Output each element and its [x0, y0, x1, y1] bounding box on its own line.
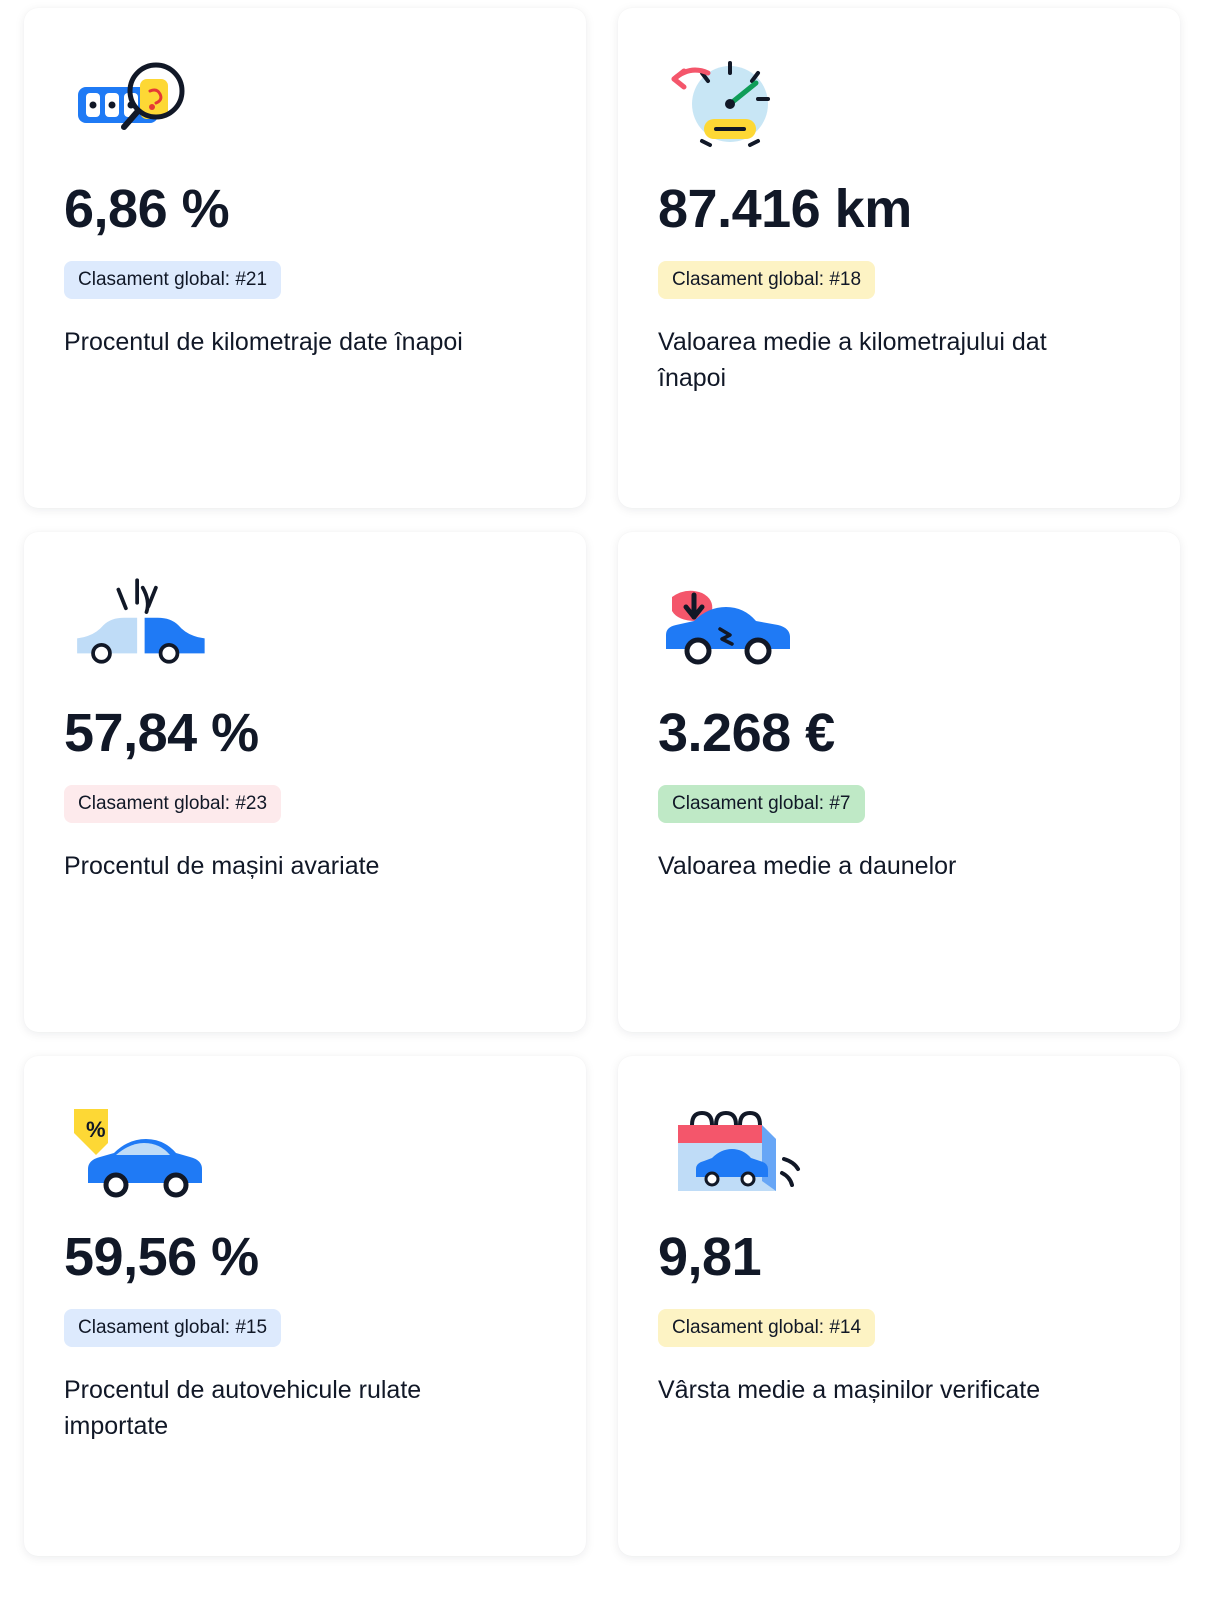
- stat-label: Vârsta medie a mașinilor verificate: [658, 1376, 1041, 1405]
- stat-card-average-damage-value: [618, 532, 1180, 1032]
- calendar-car-icon: [658, 1092, 808, 1212]
- stat-card-damaged-cars-percent: [24, 532, 586, 1032]
- status-badge: Clasament global: #23: [64, 785, 281, 823]
- car-crash-icon: [64, 568, 214, 688]
- status-badge: Clasament global: #21: [64, 261, 281, 299]
- stat-value: 3.268 €: [658, 703, 835, 763]
- damaged-car-icon: [658, 568, 808, 688]
- stat-label: Valoarea medie a daunelor: [658, 852, 957, 881]
- stat-label: Procentul de autovehicule rulate importate: [64, 1376, 422, 1440]
- status-badge: Clasament global: #15: [64, 1309, 281, 1347]
- stat-value: 57,84 %: [64, 703, 259, 763]
- stat-card-average-rollback-km: [618, 8, 1180, 508]
- stat-value: 87.416 km: [658, 179, 912, 239]
- stat-card-imported-used-cars-percent: [24, 1056, 586, 1556]
- stat-card-average-car-age: [618, 1056, 1180, 1556]
- svg-text:%: %: [86, 1117, 106, 1142]
- stat-value: 9,81: [658, 1227, 762, 1287]
- car-price-tag-icon: [64, 1092, 214, 1212]
- stat-value: 59,56 %: [64, 1227, 259, 1287]
- stat-value: 6,86 %: [64, 179, 230, 239]
- status-badge: Clasament global: #14: [658, 1309, 875, 1347]
- odometer-magnifier-icon: [64, 44, 214, 164]
- stat-label: Valoarea medie a kilometrajului dat înapoi: [658, 328, 1047, 392]
- speedometer-icon: [658, 44, 808, 164]
- stat-label: Procentul de mașini avariate: [64, 852, 380, 881]
- status-badge: Clasament global: #7: [658, 785, 865, 823]
- stat-card-mileage-rollback-percent: [24, 8, 586, 508]
- status-badge: Clasament global: #18: [658, 261, 875, 299]
- stat-label: Procentul de kilometraje date înapoi: [64, 328, 463, 357]
